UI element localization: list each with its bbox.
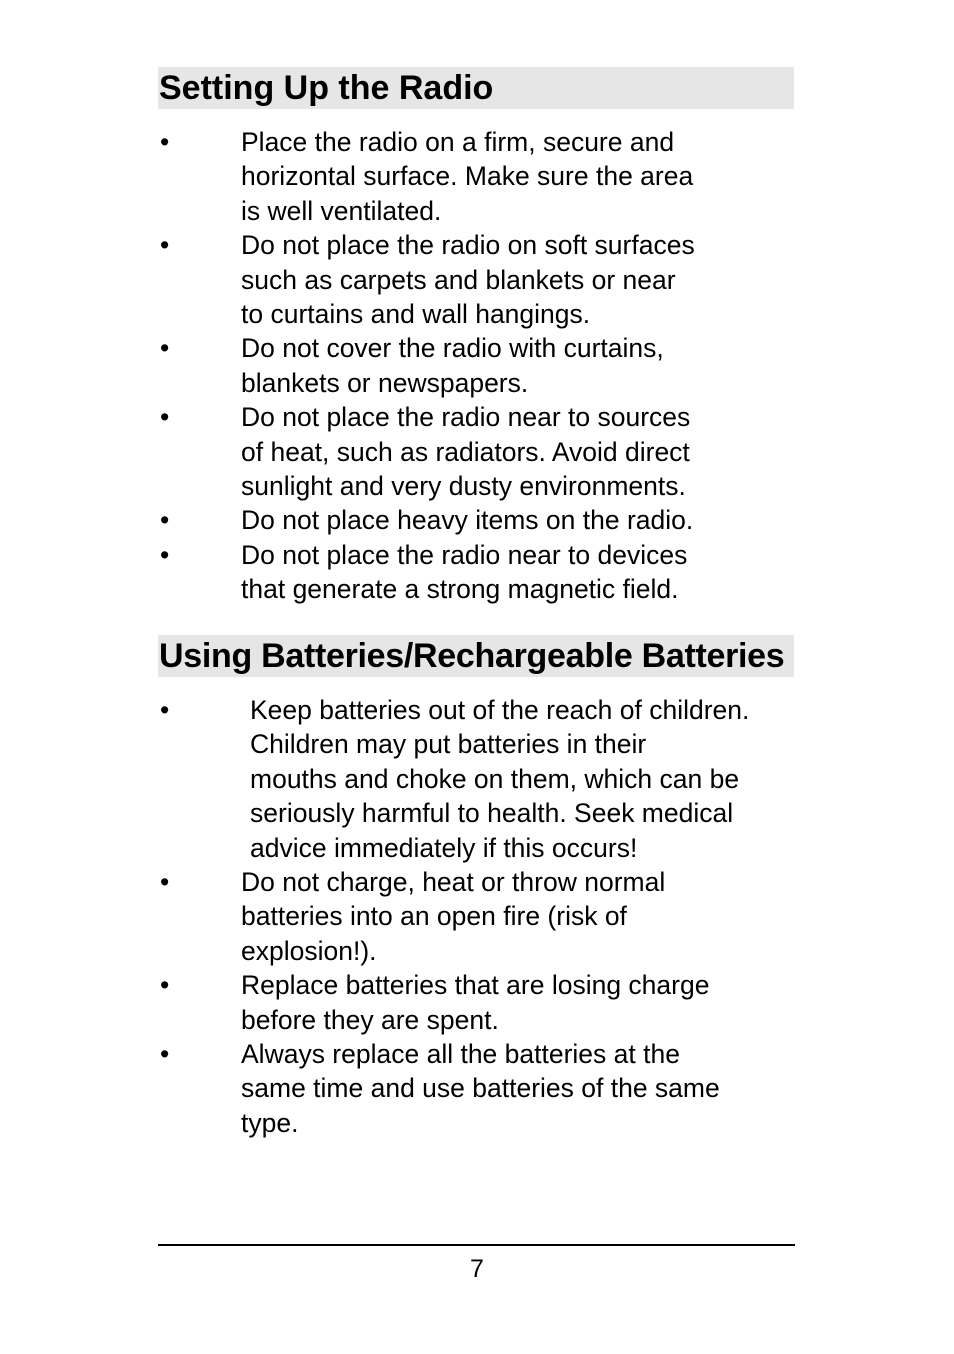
list-item-text-line: Keep batteries out of the reach of children. (250, 695, 750, 725)
bullet-mark: • (160, 1039, 170, 1070)
list-item-text-line: sunlight and very dusty environments. (241, 471, 686, 502)
list-item-text-line: Replace batteries that are losing charge (241, 970, 710, 1001)
list-item-text-line: explosion!). (241, 935, 377, 966)
list-item-text-line: such as carpets and blankets or near (241, 264, 676, 295)
list-item (158, 503, 808, 537)
list-item-text-line: same time and use batteries of the same (241, 1073, 720, 1104)
list-item (158, 538, 808, 607)
list-item (158, 1037, 808, 1140)
bullet-mark: • (160, 333, 170, 364)
list-item-text-line: Place the radio on a firm, secure and (241, 127, 675, 157)
list-item-text-line: Always replace all the batteries at the (241, 1039, 680, 1070)
bullet-mark: • (160, 230, 170, 261)
bullet-mark: • (160, 695, 170, 725)
section-heading-setting-up: Setting Up the Radio (158, 67, 794, 109)
bullet-mark: • (160, 539, 170, 570)
list-item-text-line: Do not place the radio near to devices (241, 539, 688, 570)
list-item-text-line: Children may put batteries in their (250, 729, 647, 760)
list-item (158, 125, 808, 228)
list-item-text-line: batteries into an open fire (risk of (241, 901, 627, 932)
list-item-text-line: Do not place heavy items on the radio. (241, 505, 694, 536)
list-item (158, 968, 808, 1037)
list-item-text-line: before they are spent. (241, 1004, 499, 1035)
list-item-text-line: mouths and choke on them, which can be (250, 763, 740, 794)
list-item-text-line: horizontal surface. Make sure the area (241, 161, 694, 192)
bullet-mark: • (160, 127, 170, 157)
list-item (158, 400, 808, 503)
list-item (158, 228, 808, 331)
list-item-text-line: blankets or newspapers. (241, 367, 529, 398)
list-item-text-line: Do not place the radio on soft surfaces (241, 230, 695, 261)
list-item-text-line: of heat, such as radiators. Avoid direct (241, 436, 690, 467)
list-item-text-line: Do not place the radio near to sources (241, 402, 691, 433)
list-item-text-line: is well ventilated. (241, 195, 442, 226)
list-item (158, 693, 808, 865)
setup-bullet-list (158, 125, 808, 607)
bullet-mark: • (160, 402, 170, 433)
batteries-bullet-list (158, 693, 808, 1140)
bullet-mark: • (160, 867, 170, 898)
list-item-text-line: seriously harmful to health. Seek medical (250, 798, 734, 829)
list-item-text-line: advice immediately if this occurs! (250, 832, 638, 863)
list-item-text-line: to curtains and wall hangings. (241, 299, 591, 330)
list-item-text-line: that generate a strong magnetic field. (241, 574, 679, 605)
section-heading-batteries: Using Batteries/Rechargeable Batteries (158, 635, 794, 677)
list-item-text-line: Do not cover the radio with curtains, (241, 333, 664, 364)
bullet-mark: • (160, 970, 170, 1001)
bullet-mark: • (160, 505, 170, 536)
list-item-text-line: Do not charge, heat or throw normal (241, 867, 666, 898)
footer-rule (158, 1244, 795, 1246)
list-item (158, 865, 808, 968)
list-item (158, 331, 808, 400)
list-item-text-line: type. (241, 1107, 299, 1138)
page-number: 7 (470, 1255, 484, 1283)
